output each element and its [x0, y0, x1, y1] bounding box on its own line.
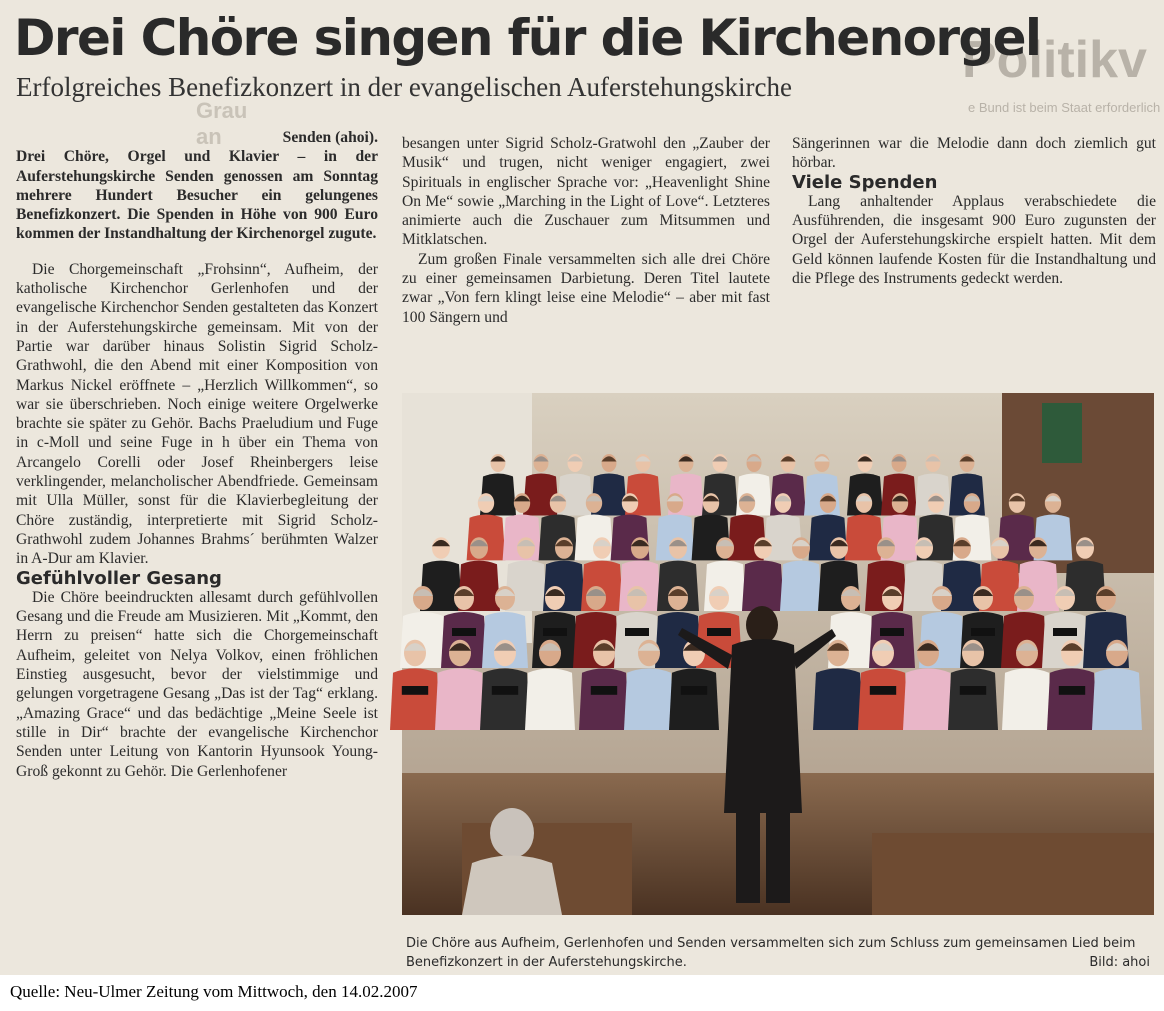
- music-folder: [1053, 628, 1077, 636]
- subtitle-spenden: Viele Spenden: [792, 171, 938, 193]
- music-folder: [402, 686, 428, 695]
- singer-body: [742, 561, 784, 611]
- photo-caption: [406, 934, 1150, 972]
- paragraph-5: Sängerinnen war die Melodie dann doch ziemlich gut hörbar.: [792, 135, 1156, 172]
- singer-body: [1047, 668, 1097, 730]
- music-folder: [625, 628, 649, 636]
- subtitle-gesang: Gefühlvoller Gesang: [16, 567, 222, 589]
- singer-body: [813, 668, 863, 730]
- singer-body: [845, 514, 884, 560]
- singer-body: [579, 668, 629, 730]
- adjacent-fragment-left: Grau an: [196, 98, 248, 149]
- lead-text: Drei Chöre, Orgel und Klavier – in der Auferstehungskirche Senden genossen am Sonntag mehrere Hundert Besucher ein gelungenes Benefizkonzert. Die Spenden in Höhe von 900 Euro kommen der Instandhaltung der Kirchenorgel zugute.: [16, 148, 378, 243]
- singer-body: [858, 668, 908, 730]
- singer-body: [1002, 668, 1052, 730]
- paragraph-3: besangen unter Sigrid Scholz-Gratwohl den „Zauber der Musik“ und trugen, nicht weniger engagiert, zwei Spirituals in englischer Sprache vor: „Heavenlight Shine On Me“ sowie „Marching in the Light of Love“. Letzteres animierte auch die Zuschauer zum Mitsummen und Mitklatschen.: [402, 135, 770, 249]
- singer-body: [525, 668, 575, 730]
- singer-body: [435, 668, 485, 730]
- paragraph-4: Zum großen Finale versammelten sich alle drei Chöre zu einer gemeinsamen Darbietung. Deren Titel lautete zwar „Von fern klingt leise eine Melodie“ – aber mit fast 100 Sängern und: [402, 250, 770, 326]
- music-folder: [681, 686, 707, 695]
- music-folder: [971, 628, 995, 636]
- article-column-3: [792, 134, 1156, 288]
- paragraph-2: Die Chöre beeindruckten allesamt durch gefühlvollen Gesang und die Freude am Musizieren. Mit „Kommt, den Herrn zu preisen“ hatte sich die Chorgemeinschaft Aufheim, geleitet von Nelya Volkov, einen fröhlichen Einstieg ausgesucht, bevor der vielstimmige und gelungen vorgetragene Gesang „Das ist der Tag“ erklang. „Amazing Grace“ und das bedächtige „Meine Seele ist stille in Dir“ brachte der evangelische Kirchenchor Senden unter Leitung von Kantorin Hyunsook Young-Groß gekonnt zu Gehör. Die Gerlenhofener: [16, 588, 378, 780]
- article-column-1: [16, 128, 378, 781]
- article-lead: [16, 128, 378, 244]
- music-folder: [880, 628, 904, 636]
- singer-body: [390, 668, 440, 730]
- music-folder: [452, 628, 476, 636]
- choir-photo-illustration: [402, 393, 1154, 915]
- paragraph-6: Lang anhaltender Applaus verabschiedete die Ausführenden, die insgesamt 900 Euro zugunsten der Orgel der Auferstehungskirche erspielt hatten. Mit dem Geld können laufende Kosten für die Instandhaltung und die Pflege des Instruments gedeckt werden.: [792, 192, 1156, 288]
- singer-body: [480, 668, 530, 730]
- singer-body: [624, 668, 674, 730]
- article-column-2: [402, 134, 770, 327]
- music-folder: [870, 686, 896, 695]
- caption-text: Die Chöre aus Aufheim, Gerlenhofen und Senden versammelten sich zum Schluss zum gemeinsamen Lied beim Benefizkonzert in der Auferstehungskirche.: [406, 936, 1136, 970]
- singer-body: [669, 668, 719, 730]
- singer-body: [1092, 668, 1142, 730]
- music-folder: [492, 686, 518, 695]
- music-folder: [1059, 686, 1085, 695]
- adjacent-headline-fragment: Politikv: [962, 31, 1147, 89]
- article-headline: Drei Chöre singen für die Kirchenorgel: [14, 9, 1041, 67]
- dateline: Senden (ahoi).: [282, 129, 378, 146]
- music-folder: [591, 686, 617, 695]
- source-note: Quelle: Neu-Ulmer Zeitung vom Mittwoch, den 14.02.2007: [10, 982, 418, 1001]
- adjacent-subline-fragment: e Bund ist beim Staat erforderlich: [968, 100, 1161, 115]
- music-folder: [960, 686, 986, 695]
- singer-body: [903, 668, 953, 730]
- singer-body: [948, 668, 998, 730]
- article-subheadline: Erfolgreiches Benefizkonzert in der evangelischen Auferstehungskirche: [16, 72, 792, 102]
- music-folder: [707, 628, 731, 636]
- choir-photo: [402, 393, 1154, 915]
- music-folder: [543, 628, 567, 636]
- photo-credit: Bild: ahoi: [1089, 955, 1150, 970]
- paragraph-1: Die Chorgemeinschaft „Frohsinn“, Aufheim, der katholische Kirchenchor Gerlenhofen und der evangelische Kirchenchor Senden gestalteten das Konzert in der Auferstehungskirche gemeinsam. Mit von der Partie war darüber hinaus Solistin Sigrid Scholz-Grathwohl, die den Abend mit einer Komposition von Markus Nickel eröffnete – „Herzlich Willkommen“, so war sie überschrieben. Noch einige weitere Orgelwerke brachte sie später zu Gehör. Bachs Praeludium und Fuge in c-Moll und seine Fuge in h über ein Thema von Arcangelo Corelli oder Josef Rheinbergers leise verklingender, melancholischer Abendfriede. Gemeinsam mit Ulla Müller, sonst für die Klavierbegleitung der Chöre zuständig, interpretierte mit Sigrid Scholz-Grathwohl zudem Johannes Brahms´ berühmten Walzer in A-Dur am Klavier.: [16, 260, 378, 568]
- singer-body: [780, 561, 822, 611]
